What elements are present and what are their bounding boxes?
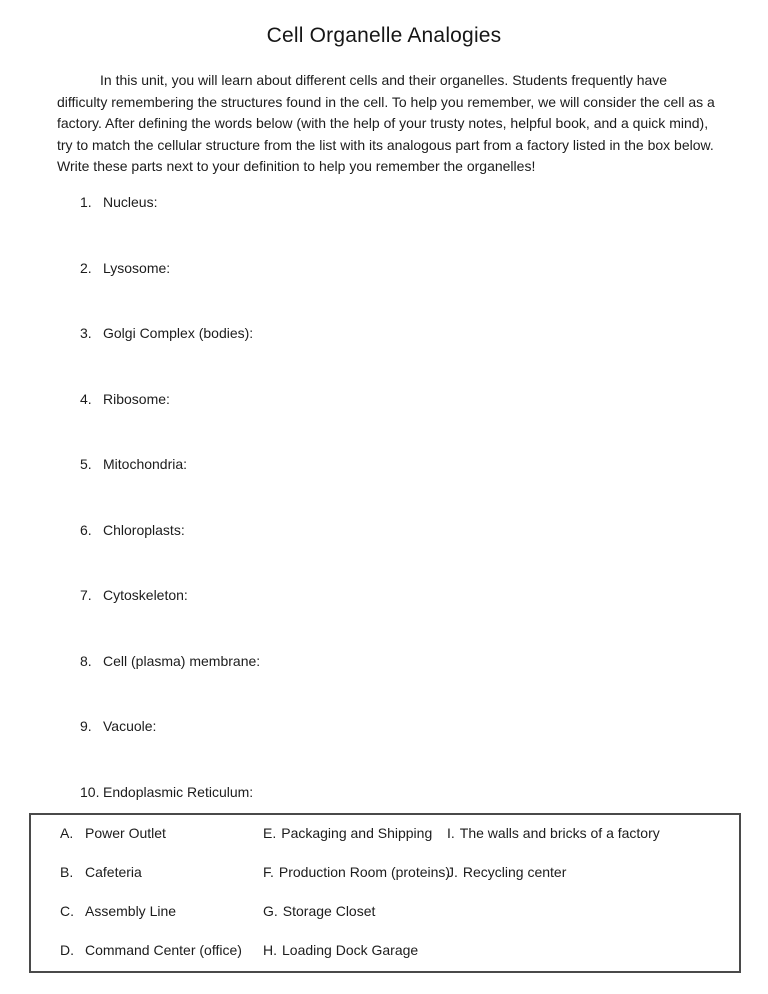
answer-option — [447, 862, 739, 901]
list-item-number: 2. — [80, 259, 92, 276]
answer-option-letter: F. — [263, 864, 274, 880]
list-item-number: 10. — [80, 783, 100, 800]
list-item — [80, 323, 680, 345]
answer-option-text: Recycling center — [462, 864, 567, 880]
list-item-label: Nucleus: — [103, 194, 158, 210]
answer-option — [447, 823, 739, 862]
list-item-label: Cytoskeleton: — [103, 587, 188, 603]
answer-option — [263, 823, 447, 862]
answer-option-empty — [447, 901, 739, 940]
list-item-label: Cell (plasma) membrane: — [103, 652, 261, 669]
list-item-number: 1. — [80, 194, 92, 210]
list-item-number: 4. — [80, 390, 92, 407]
answer-option — [60, 862, 263, 901]
list-item-label: Golgi Complex (bodies): — [103, 325, 254, 341]
list-item-number: 3. — [80, 325, 92, 341]
answer-option-text: Production Room (proteins) — [278, 864, 451, 880]
answer-option — [263, 901, 447, 940]
list-item-number: 7. — [80, 587, 92, 603]
list-item-label: Ribosome: — [103, 390, 170, 407]
answer-bank-box — [29, 813, 741, 973]
list-item — [80, 454, 680, 476]
list-item-label: Mitochondria: — [103, 456, 188, 472]
list-item-number: 6. — [80, 521, 92, 538]
answer-option-letter: B. — [60, 864, 74, 880]
answer-option — [263, 940, 447, 979]
list-item — [80, 389, 680, 411]
list-item — [80, 782, 680, 804]
list-item-label: Chloroplasts: — [103, 521, 185, 538]
list-item — [80, 192, 680, 214]
list-item — [80, 716, 680, 738]
list-item-number: 8. — [80, 652, 92, 669]
answer-option-text: Power Outlet — [85, 825, 166, 841]
answer-option-letter: G. — [263, 903, 278, 919]
answer-option — [60, 823, 263, 862]
answer-option-text: Assembly Line — [85, 903, 177, 919]
answer-option-letter: A. — [60, 825, 74, 841]
answer-option — [60, 940, 263, 979]
list-item-label: Vacuole: — [103, 718, 157, 734]
list-item-number: 5. — [80, 456, 92, 472]
organelle-list — [80, 192, 680, 803]
answer-option-letter: C. — [60, 903, 74, 919]
answer-option-letter: J. — [447, 864, 458, 880]
list-item — [80, 585, 680, 607]
answer-option-letter: I. — [447, 825, 455, 841]
answer-option — [60, 901, 263, 940]
answer-option-text: Packaging and Shipping — [281, 825, 433, 841]
answer-option-letter: D. — [60, 942, 74, 958]
answer-option-empty — [447, 940, 739, 979]
page-title: Cell Organelle Analogies — [266, 24, 502, 47]
answer-option-text: Loading Dock Garage — [282, 942, 419, 958]
list-item — [80, 258, 680, 280]
list-item-label: Endoplasmic Reticulum: — [103, 783, 254, 800]
answer-option — [263, 862, 451, 901]
answer-option-text: Storage Closet — [282, 903, 376, 919]
intro-paragraph: In this unit, you will learn about different cells and their organelles. Students frequently have difficulty remembering the structures found in the cell. To help you remember, we will consider the cell as a factory. After defining the words below (with the help of your trusty notes, helpful book, and a quick mind), try to match the cellular structure from the list with its analogous part from a factory listed in the box below. Write these parts next to your definition to help you remember the organelles! — [57, 72, 715, 174]
list-item — [80, 520, 680, 542]
answer-bank-grid — [31, 815, 739, 979]
list-item-number: 9. — [80, 718, 92, 734]
answer-option-text: The walls and bricks of a factory — [459, 825, 660, 841]
list-item-label: Lysosome: — [103, 259, 171, 276]
answer-option-text: Cafeteria — [85, 864, 142, 880]
answer-option-letter: E. — [263, 825, 277, 841]
answer-option-letter: H. — [263, 942, 277, 958]
answer-option-text: Command Center (office) — [85, 942, 242, 958]
list-item — [80, 651, 680, 673]
